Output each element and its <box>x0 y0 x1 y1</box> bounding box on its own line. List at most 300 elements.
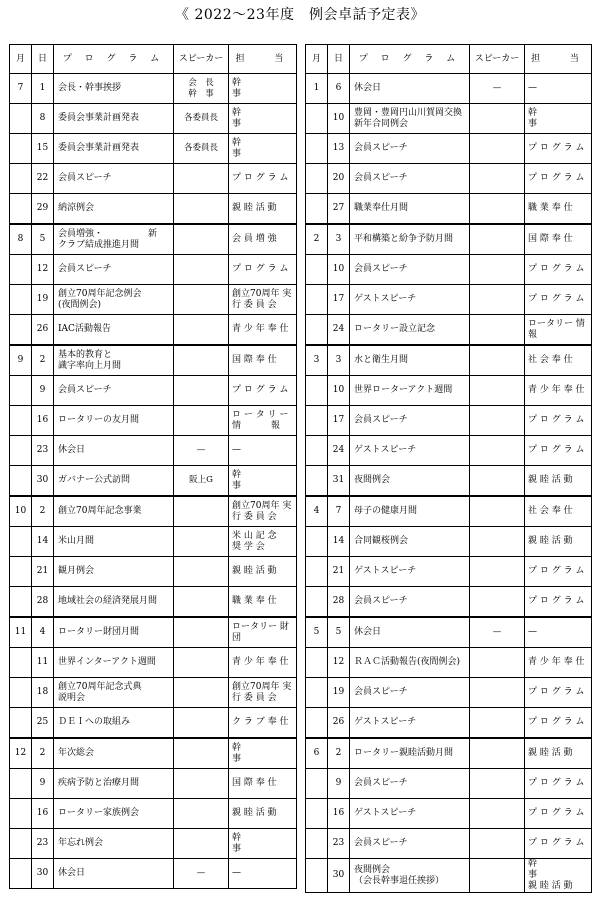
day-cell: 23 <box>32 829 54 859</box>
month-cell <box>10 799 32 829</box>
schedule-table-right <box>305 44 592 893</box>
program-cell: ゲストスピーチ <box>350 799 470 829</box>
speaker-cell <box>470 104 525 134</box>
tanto-cell: ク ラ ブ 奉 仕 <box>229 708 297 739</box>
col-program: プ ロ グ ラ ム <box>54 45 174 74</box>
table-row <box>306 436 592 466</box>
col-tanto: 担 当 <box>525 45 592 74</box>
program-cell: 母子の健康月間 <box>350 496 470 527</box>
speaker-cell <box>470 557 525 587</box>
table-row <box>306 587 592 618</box>
speaker-cell <box>470 164 525 194</box>
day-cell: 9 <box>32 769 54 799</box>
month-cell <box>10 194 32 225</box>
tanto-cell: 創立70周年 実 行 委 員 会 <box>229 285 297 315</box>
month-cell <box>306 678 328 708</box>
tanto-cell: プ ロ グ ラ ム <box>525 708 592 739</box>
month-cell: 1 <box>306 74 328 104</box>
table-row <box>10 74 297 104</box>
speaker-cell: — <box>470 617 525 648</box>
program-cell: 疾病予防と治療月間 <box>54 769 174 799</box>
table-row <box>306 859 592 893</box>
tanto-cell: 幹 事 <box>229 466 297 497</box>
tanto-cell: プ ロ グ ラ ム <box>525 769 592 799</box>
tanto-cell: 国 際 奉 仕 <box>525 224 592 255</box>
day-cell: 24 <box>328 436 350 466</box>
table-row <box>10 345 297 376</box>
table-row <box>10 678 297 708</box>
tanto-cell: 親 睦 活 動 <box>229 557 297 587</box>
day-cell: 17 <box>328 285 350 315</box>
day-cell: 21 <box>328 557 350 587</box>
speaker-cell <box>174 617 229 648</box>
table-row <box>306 345 592 376</box>
day-cell: 12 <box>328 648 350 678</box>
program-cell: 会長・幹事挨拶 <box>54 74 174 104</box>
month-cell <box>306 285 328 315</box>
program-cell: 世界インターアクト週間 <box>54 648 174 678</box>
program-cell: 委員会事業計画発表 <box>54 104 174 134</box>
day-cell: 3 <box>328 224 350 255</box>
program-cell: 年忘れ例会 <box>54 829 174 859</box>
month-cell <box>10 466 32 497</box>
table-row <box>306 648 592 678</box>
month-cell <box>306 799 328 829</box>
table-row <box>306 406 592 436</box>
speaker-cell <box>470 527 525 557</box>
speaker-cell <box>174 769 229 799</box>
day-cell: 10 <box>328 255 350 285</box>
tanto-cell: 幹 事 <box>229 74 297 104</box>
program-cell: 創立70周年記念事業 <box>54 496 174 527</box>
speaker-cell <box>174 678 229 708</box>
table-row <box>306 194 592 225</box>
day-cell: 2 <box>32 345 54 376</box>
day-cell: 23 <box>328 829 350 859</box>
day-cell: 6 <box>328 74 350 104</box>
tanto-cell: プ ロ グ ラ ム <box>525 285 592 315</box>
table-row <box>306 164 592 194</box>
month-cell: 9 <box>10 345 32 376</box>
table-row <box>306 285 592 315</box>
col-day: 日 <box>32 45 54 74</box>
speaker-cell <box>174 829 229 859</box>
table-row <box>10 194 297 225</box>
tanto-cell: プ ロ グ ラ ム <box>525 557 592 587</box>
day-cell: 11 <box>32 648 54 678</box>
month-cell <box>306 466 328 497</box>
day-cell: 1 <box>32 74 54 104</box>
speaker-cell <box>174 224 229 255</box>
speaker-cell <box>470 466 525 497</box>
col-speaker: スピーカー <box>470 45 525 74</box>
month-cell <box>306 134 328 164</box>
program-cell: 会員スピーチ <box>54 164 174 194</box>
col-program: プ ロ グ ラ ム <box>350 45 470 74</box>
month-cell: 7 <box>10 74 32 104</box>
speaker-cell <box>174 799 229 829</box>
speaker-cell <box>470 829 525 859</box>
program-cell: 会員スピーチ <box>350 255 470 285</box>
day-cell: 30 <box>328 859 350 893</box>
tanto-cell: プ ロ グ ラ ム <box>525 587 592 618</box>
speaker-cell: — <box>174 436 229 466</box>
program-cell: 創立70周年記念例会 (夜間例会) <box>54 285 174 315</box>
tanto-cell: プ ロ グ ラ ム <box>525 255 592 285</box>
day-cell: 30 <box>32 466 54 497</box>
program-cell: 夜間例会 （会長幹事退任挨拶） <box>350 859 470 893</box>
day-cell: 2 <box>328 738 350 769</box>
program-cell: ロータリー設立記念 <box>350 315 470 346</box>
tanto-cell: ロータリー 財 団 <box>229 617 297 648</box>
table-row <box>10 315 297 346</box>
speaker-cell <box>470 678 525 708</box>
speaker-cell <box>470 587 525 618</box>
table-row <box>10 406 297 436</box>
program-cell: 観月例会 <box>54 557 174 587</box>
month-cell <box>10 285 32 315</box>
speaker-cell <box>174 648 229 678</box>
program-cell: 休会日 <box>54 859 174 889</box>
day-cell: 7 <box>328 496 350 527</box>
program-cell: ロータリー財団月間 <box>54 617 174 648</box>
program-cell: 休会日 <box>350 74 470 104</box>
tanto-cell: プ ロ グ ラ ム <box>525 164 592 194</box>
day-cell: 14 <box>328 527 350 557</box>
tanto-cell: 幹 事 <box>525 104 592 134</box>
table-row <box>306 829 592 859</box>
speaker-cell <box>470 708 525 739</box>
speaker-cell <box>470 769 525 799</box>
speaker-cell <box>470 285 525 315</box>
speaker-cell <box>174 527 229 557</box>
month-cell <box>306 376 328 406</box>
month-cell: 8 <box>10 224 32 255</box>
table-row <box>10 859 297 889</box>
day-cell: 2 <box>32 738 54 769</box>
speaker-cell <box>470 436 525 466</box>
day-cell: 28 <box>32 587 54 618</box>
month-cell <box>10 527 32 557</box>
tanto-cell: 親 睦 活 動 <box>525 527 592 557</box>
day-cell: 23 <box>32 436 54 466</box>
speaker-cell: 各委員長 <box>174 104 229 134</box>
month-cell <box>10 134 32 164</box>
month-cell <box>10 406 32 436</box>
month-cell <box>10 648 32 678</box>
table-row <box>10 285 297 315</box>
table-row <box>10 738 297 769</box>
tanto-cell: プ ロ グ ラ ム <box>229 376 297 406</box>
program-cell: ＤＥＩへの取組み <box>54 708 174 739</box>
table-row <box>306 557 592 587</box>
program-cell: ガバナー公式訪問 <box>54 466 174 497</box>
tanto-cell: 幹 事 <box>229 738 297 769</box>
table-row <box>306 799 592 829</box>
tanto-cell: プ ロ グ ラ ム <box>525 829 592 859</box>
month-cell: 10 <box>10 496 32 527</box>
table-row <box>306 104 592 134</box>
tanto-cell: 幹 事 <box>229 134 297 164</box>
table-row <box>10 255 297 285</box>
day-cell: 13 <box>328 134 350 164</box>
table-row <box>10 527 297 557</box>
program-cell: 地域社会の経済発展月間 <box>54 587 174 618</box>
tanto-cell: ロ ー タ リ ー 情 報 <box>229 406 297 436</box>
day-cell: 31 <box>328 466 350 497</box>
day-cell: 29 <box>32 194 54 225</box>
day-cell: 19 <box>32 285 54 315</box>
day-cell: 24 <box>328 315 350 346</box>
speaker-cell <box>174 406 229 436</box>
day-cell: 8 <box>32 104 54 134</box>
speaker-cell <box>174 738 229 769</box>
program-cell: 合同観桜例会 <box>350 527 470 557</box>
day-cell: 5 <box>32 224 54 255</box>
program-cell: 職業奉仕月間 <box>350 194 470 225</box>
program-cell: 納涼例会 <box>54 194 174 225</box>
table-row <box>306 134 592 164</box>
table-row <box>306 224 592 255</box>
program-cell: 会員スピーチ <box>350 678 470 708</box>
speaker-cell <box>174 285 229 315</box>
month-cell <box>306 315 328 346</box>
tanto-cell: 社 会 奉 仕 <box>525 496 592 527</box>
month-cell: 12 <box>10 738 32 769</box>
speaker-cell <box>174 587 229 618</box>
day-cell: 26 <box>328 708 350 739</box>
speaker-cell <box>470 376 525 406</box>
day-cell: 18 <box>32 678 54 708</box>
table-row <box>10 829 297 859</box>
month-cell <box>306 194 328 225</box>
day-cell: 17 <box>328 406 350 436</box>
program-cell: ロータリーの友月間 <box>54 406 174 436</box>
day-cell: 16 <box>32 406 54 436</box>
month-cell <box>306 587 328 618</box>
tanto-cell: — <box>229 859 297 889</box>
program-cell: 会員スピーチ <box>54 255 174 285</box>
program-cell: ロータリー親睦活動月間 <box>350 738 470 769</box>
speaker-cell <box>470 345 525 376</box>
day-cell: 30 <box>32 859 54 889</box>
month-cell <box>306 436 328 466</box>
program-cell: 創立70周年記念式典 説明会 <box>54 678 174 708</box>
speaker-cell <box>174 194 229 225</box>
tanto-cell: プ ロ グ ラ ム <box>525 799 592 829</box>
program-cell: 休会日 <box>350 617 470 648</box>
month-cell <box>306 708 328 739</box>
speaker-cell <box>470 799 525 829</box>
table-row <box>10 799 297 829</box>
tanto-cell: 青 少 年 奉 仕 <box>525 376 592 406</box>
month-cell <box>10 587 32 618</box>
tanto-cell: 幹 事 <box>229 104 297 134</box>
table-row <box>306 617 592 648</box>
tanto-cell: 幹 事 <box>229 829 297 859</box>
month-cell <box>10 436 32 466</box>
tanto-cell: 職 業 奉 仕 <box>229 587 297 618</box>
month-cell <box>10 255 32 285</box>
month-cell <box>10 104 32 134</box>
day-cell: 16 <box>328 799 350 829</box>
table-row <box>10 557 297 587</box>
program-cell: ゲストスピーチ <box>350 436 470 466</box>
day-cell: 26 <box>32 315 54 346</box>
table-row <box>306 738 592 769</box>
program-cell: 世界ローターアクト週間 <box>350 376 470 406</box>
tanto-cell: 創立70周年 実 行 委 員 会 <box>229 496 297 527</box>
table-row <box>306 466 592 497</box>
day-cell: 10 <box>328 104 350 134</box>
day-cell: 28 <box>328 587 350 618</box>
program-cell: 会員増強・ 新 クラブ結成推進月間 <box>54 224 174 255</box>
program-cell: 夜間例会 <box>350 466 470 497</box>
day-cell: 9 <box>328 769 350 799</box>
speaker-cell <box>174 255 229 285</box>
speaker-cell: 阪上G <box>174 466 229 497</box>
speaker-cell <box>470 255 525 285</box>
tanto-cell: 会 員 増 強 <box>229 224 297 255</box>
schedule-table-left <box>9 44 297 889</box>
table-row <box>10 224 297 255</box>
speaker-cell <box>470 194 525 225</box>
tanto-cell: 創立70周年 実 行 委 員 会 <box>229 678 297 708</box>
day-cell: 10 <box>328 376 350 406</box>
day-cell: 22 <box>32 164 54 194</box>
table-row <box>10 134 297 164</box>
program-cell: 会員スピーチ <box>350 164 470 194</box>
program-cell: 委員会事業計画発表 <box>54 134 174 164</box>
speaker-cell: — <box>174 859 229 889</box>
day-cell: 3 <box>328 345 350 376</box>
program-cell: 会員スピーチ <box>350 406 470 436</box>
tanto-cell: 国 際 奉 仕 <box>229 769 297 799</box>
tanto-cell: プ ロ グ ラ ム <box>525 436 592 466</box>
month-cell: 11 <box>10 617 32 648</box>
month-cell <box>306 255 328 285</box>
month-cell <box>10 164 32 194</box>
speaker-cell <box>470 859 525 893</box>
tanto-cell: 社 会 奉 仕 <box>525 345 592 376</box>
tanto-cell: — <box>525 617 592 648</box>
tanto-cell: ロータリー 情 報 <box>525 315 592 346</box>
table-row <box>10 648 297 678</box>
month-cell <box>306 406 328 436</box>
day-cell: 20 <box>328 164 350 194</box>
program-cell: ゲストスピーチ <box>350 285 470 315</box>
table-row <box>306 769 592 799</box>
month-cell <box>306 557 328 587</box>
table-row <box>10 104 297 134</box>
month-cell <box>306 648 328 678</box>
tanto-cell: プ ロ グ ラ ム <box>229 164 297 194</box>
tanto-cell: プ ロ グ ラ ム <box>525 134 592 164</box>
program-cell: 基本的教育と 識字率向上月間 <box>54 345 174 376</box>
month-cell <box>10 829 32 859</box>
table-row <box>306 527 592 557</box>
table-row <box>306 315 592 346</box>
month-cell: 3 <box>306 345 328 376</box>
tanto-cell: 米 山 記 念 奨 学 会 <box>229 527 297 557</box>
speaker-cell <box>470 406 525 436</box>
tanto-cell: — <box>525 74 592 104</box>
tanto-cell: プ ロ グ ラ ム <box>525 406 592 436</box>
day-cell: 14 <box>32 527 54 557</box>
header-row <box>10 45 297 74</box>
day-cell: 25 <box>32 708 54 739</box>
month-cell: 2 <box>306 224 328 255</box>
col-month: 月 <box>306 45 328 74</box>
program-cell: IAC活動報告 <box>54 315 174 346</box>
speaker-cell <box>174 376 229 406</box>
day-cell: 2 <box>32 496 54 527</box>
month-cell <box>306 104 328 134</box>
month-cell <box>306 769 328 799</box>
page-title: 《 2022～23年度 例会卓話予定表》 <box>175 7 425 23</box>
month-cell: 6 <box>306 738 328 769</box>
speaker-cell: 各委員長 <box>174 134 229 164</box>
tanto-cell: プ ロ グ ラ ム <box>229 255 297 285</box>
speaker-cell <box>174 315 229 346</box>
speaker-cell <box>470 648 525 678</box>
table-row <box>306 678 592 708</box>
tanto-cell: 親 睦 活 動 <box>229 194 297 225</box>
day-cell: 16 <box>32 799 54 829</box>
month-cell: 5 <box>306 617 328 648</box>
program-cell: 会員スピーチ <box>54 376 174 406</box>
program-cell: 米山月間 <box>54 527 174 557</box>
table-row <box>306 255 592 285</box>
program-cell: ＲＡＣ活動報告(夜間例会) <box>350 648 470 678</box>
col-month: 月 <box>10 45 32 74</box>
month-cell <box>306 164 328 194</box>
month-cell <box>10 708 32 739</box>
table-row <box>10 708 297 739</box>
day-cell: 9 <box>32 376 54 406</box>
speaker-cell: 会 長 幹 事 <box>174 74 229 104</box>
speaker-cell <box>470 224 525 255</box>
month-cell: 4 <box>306 496 328 527</box>
day-cell: 5 <box>328 617 350 648</box>
speaker-cell <box>174 164 229 194</box>
table-row <box>10 466 297 497</box>
program-cell: ゲストスピーチ <box>350 708 470 739</box>
tanto-cell: 青 少 年 奉 仕 <box>525 648 592 678</box>
col-day: 日 <box>328 45 350 74</box>
program-cell: 会員スピーチ <box>350 829 470 859</box>
speaker-cell <box>174 496 229 527</box>
program-cell: 豊岡・豊岡円山川賀岡交換 新年合同例会 <box>350 104 470 134</box>
table-row <box>306 708 592 739</box>
tanto-cell: 国 際 奉 仕 <box>229 345 297 376</box>
program-cell: 休会日 <box>54 436 174 466</box>
day-cell: 27 <box>328 194 350 225</box>
day-cell: 15 <box>32 134 54 164</box>
table-row <box>10 617 297 648</box>
header-row <box>306 45 592 74</box>
tanto-cell: 青 少 年 奉 仕 <box>229 648 297 678</box>
month-cell <box>10 678 32 708</box>
table-row <box>10 587 297 618</box>
speaker-cell <box>174 557 229 587</box>
day-cell: 4 <box>32 617 54 648</box>
month-cell <box>10 859 32 889</box>
month-cell <box>306 829 328 859</box>
tanto-cell: 職 業 奉 仕 <box>525 194 592 225</box>
month-cell <box>306 527 328 557</box>
speaker-cell <box>174 708 229 739</box>
